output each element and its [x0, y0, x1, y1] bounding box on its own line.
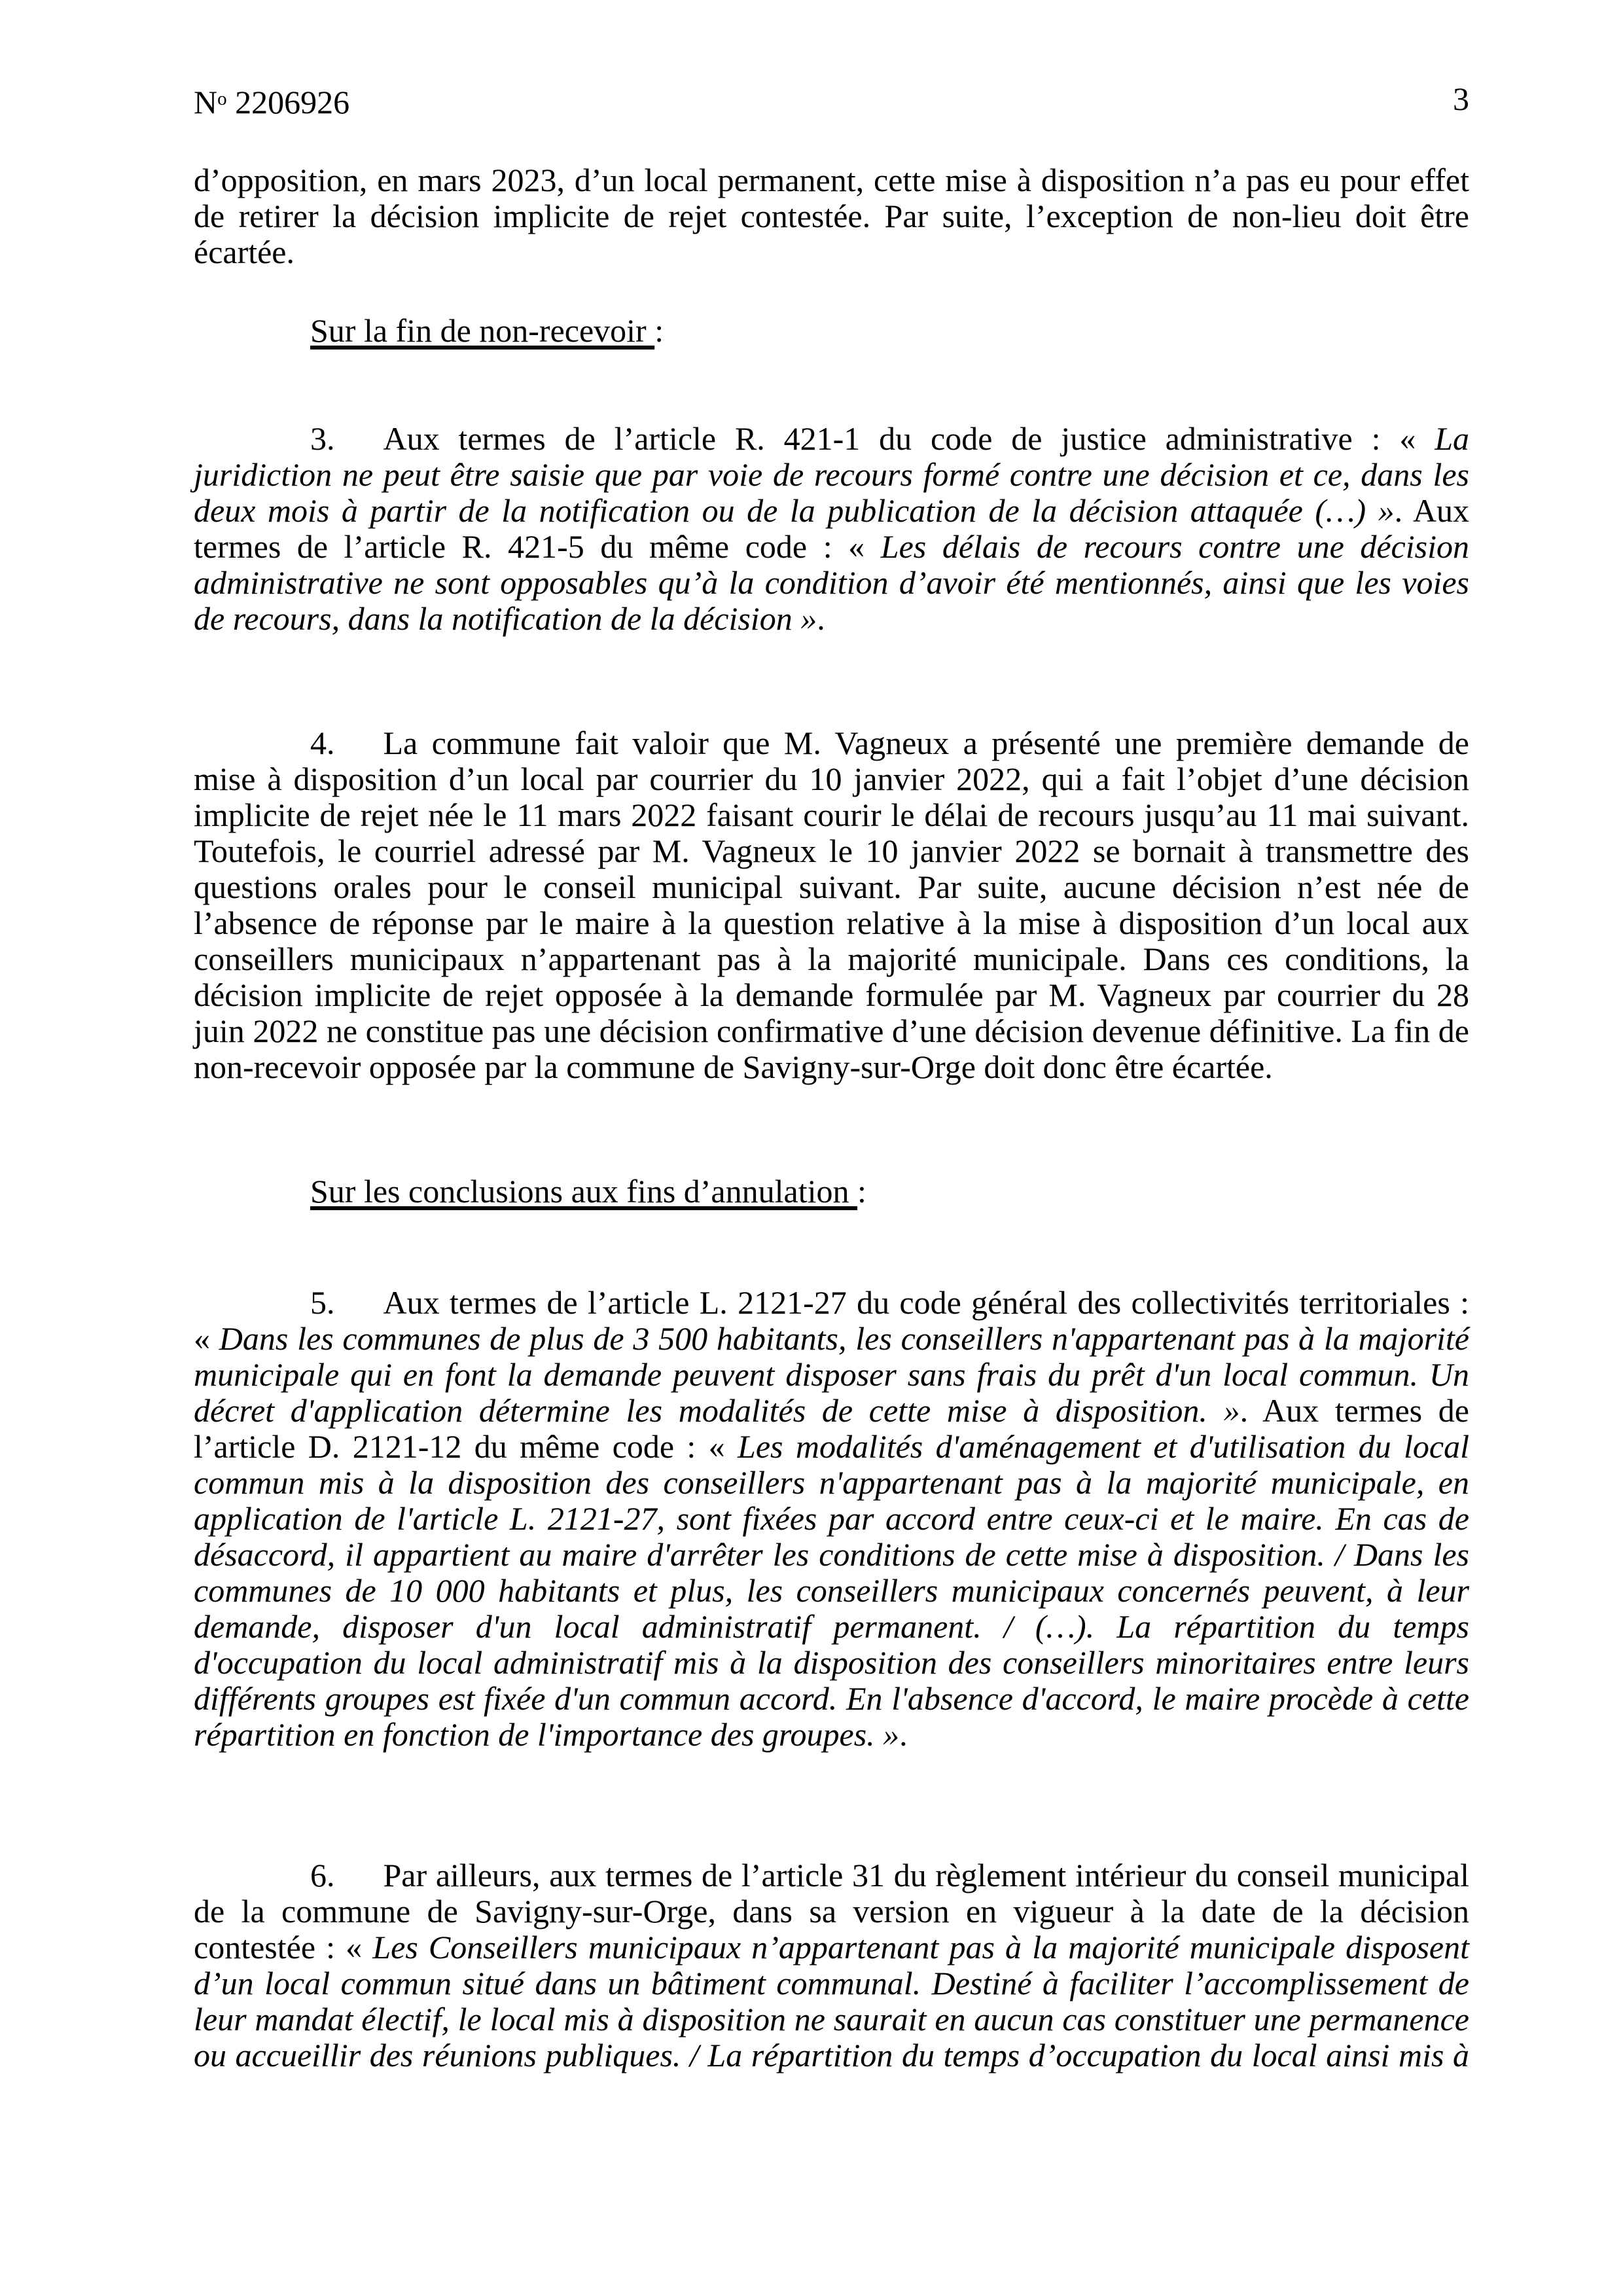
text-run: . Aux termes de l’article D. 2121-12 du même code : « — [194, 1392, 1469, 1465]
text-run: 2206926 — [226, 84, 350, 121]
page-header — [194, 81, 1469, 120]
paragraph-4 — [194, 725, 1469, 1085]
text-run: La juridiction ne peut être saisie que par voie de recours formé contre une décision et ce, dans les deux mois à partir de la notification ou de la publication de la décision attaquée (…) » — [194, 420, 1469, 529]
text-run: Sur les conclusions aux fins d’annulation — [310, 1173, 857, 1210]
text-run: Les délais de recours contre une décision administrative ne sont opposables qu’à la condition d’avoir été mentionnés, ainsi que les voies de recours, dans la notification de la décision » — [194, 528, 1469, 637]
text-run: d’opposition, en mars 2023, d’un local permanent, cette mise à disposition n’a pas eu pour effet de retirer la décision implicite de rejet contestée. Par suite, l’exception de non-lieu doit être écartée. — [194, 162, 1469, 271]
document-content — [194, 0, 1469, 2073]
text-run: 6. — [310, 1857, 335, 1894]
text-run: 3. — [310, 420, 335, 457]
text-run: Dans les communes de plus de 3 500 habitants, les conseillers n'appartenant pas à la majorité municipale qui en font la demande peuvent disposer sans frais du prêt d'un local commun. Un décret d'application détermine les modalités de cette mise à disposition. » — [194, 1320, 1469, 1429]
text-run: La commune fait valoir que M. Vagneux a présenté une première demande de mise à disposition d’un local par courrier du 10 janvier 2022, qui a fait l’objet d’une décision implicite de rejet née le 11 mars 2022 faisant courir le délai de recours jusqu’au 11 mai suivant. Toutefois, le courriel adressé par M. Vagneux le 10 janvier 2022 se bornait à transmettre des questions orales pour le conseil municipal suivant. Par suite, aucune décision n’est née de l’absence de réponse par le maire à la question relative à la mise à disposition d’un local aux conseillers municipaux n’appartenant pas à la majorité municipale. Dans ces conditions, la décision implicite de rejet opposée à la demande formulée par M. Vagneux par courrier du 28 juin 2022 ne constitue pas une décision confirmative d’une décision devenue définitive. La fin de non-recevoir opposée par la commune de Savigny-sur-Orge doit donc être écartée. — [194, 725, 1469, 1086]
case-number — [194, 81, 349, 120]
text-run: N — [194, 84, 218, 121]
text-run: . — [817, 600, 825, 637]
paragraph-3 — [194, 421, 1469, 637]
text-run: Aux termes de l’article L. 2121-27 du code général des collectivités territoriales : « — [194, 1284, 1469, 1357]
text-run: : — [857, 1173, 866, 1210]
text-run: Sur la fin de non-recevoir — [310, 312, 655, 350]
paragraph-opposition-continuation — [194, 162, 1469, 270]
text-run: Les Conseillers municipaux n’appartenant pas à la majorité municipale disposent d’un local commun situé dans un bâtiment communal. Destiné à faciliter l’accomplissement de leur mandat électif, le local mis à disposition ne saurait en aucun cas constituer une permanence ou accueillir des réunions publiques. / La répartition du temps d’occupation du local ainsi mis à — [194, 1929, 1469, 2074]
text-run: 4. — [310, 725, 335, 762]
text-run: o — [217, 88, 227, 109]
text-run: Par ailleurs, aux termes de l’article 31 du règlement intérieur du conseil municipal de la commune de Savigny-sur-Orge, dans sa version en vigueur à la date de la décision contestée : « — [194, 1857, 1469, 1966]
text-run: Les modalités d'aménagement et d'utilisation du local commun mis à la disposition des conseillers n'appartenant pas à la majorité municipale, en application de l'article L. 2121-27, sont fixées par accord entre ceux-ci et le maire. En cas de désaccord, il appartient au maire d'arrêter les conditions de cette mise à disposition. / Dans les communes de 10 000 habitants et plus, les conseillers municipaux concernés peuvent, à leur demande, disposer d'un local administratif permanent. / (…). La répartition du temps d'occupation du local administratif mis à la disposition des conseillers minoritaires entre leurs différents groupes est fixée d'un commun accord. En l'absence d'accord, le maire procède à cette répartition en fonction de l'importance des groupes. » — [194, 1428, 1469, 1753]
text-run: . Aux termes de l’article R. 421-5 du même code : « — [194, 492, 1469, 565]
text-run: . — [899, 1716, 908, 1753]
text-run: : — [654, 312, 664, 350]
paragraph-6 — [194, 1857, 1469, 2073]
text-run: Aux termes de l’article R. 421-1 du code de justice administrative : « — [383, 420, 1435, 457]
section-heading-fin-de-non-recevoir — [194, 313, 1469, 349]
section-heading-conclusions-annulation — [194, 1174, 1469, 1210]
page-number: 3 — [1453, 81, 1469, 117]
text-run: 5. — [310, 1284, 335, 1321]
paragraph-5 — [194, 1285, 1469, 1753]
